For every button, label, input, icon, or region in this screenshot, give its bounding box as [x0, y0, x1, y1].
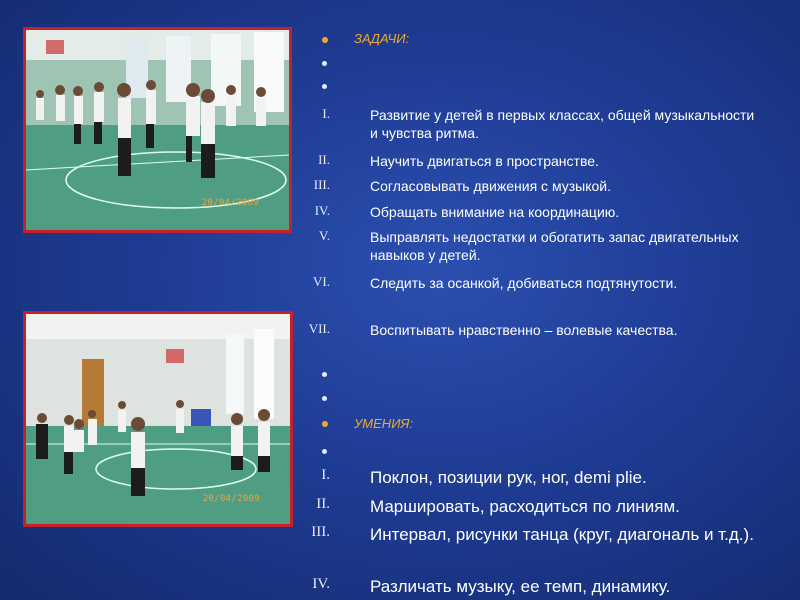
bullet-icon — [322, 61, 327, 66]
skill-text: Интервал, рисунки танца (круг, диагональ и т.д.). — [370, 525, 754, 544]
task-number: V. — [319, 228, 330, 243]
tasks-heading: ЗАДАЧИ: — [354, 31, 410, 46]
bullet-icon — [322, 84, 327, 89]
task-number: III. — [313, 177, 330, 192]
task-text: Согласовывать движения с музыкой. — [370, 178, 611, 194]
bullet-icon — [322, 396, 327, 401]
task-number: II. — [318, 152, 330, 167]
photo-date-stamp: 20/04/2009 — [201, 198, 259, 208]
task-text: Научить двигаться в пространстве. — [370, 153, 599, 169]
task-text: Воспитывать нравственно – волевые качества. — [370, 322, 678, 338]
bullet-icon — [322, 421, 328, 427]
task-text: Выправлять недостатки и обогатить запас двигательных навыков у детей. — [370, 229, 739, 264]
skill-text: Маршировать, расходиться по линиям. — [370, 497, 680, 516]
bullet-icon — [322, 449, 327, 454]
photo-gym-class-1 — [23, 27, 292, 233]
task-number: IV. — [314, 203, 330, 218]
skill-number: II. — [316, 496, 330, 512]
skill-number: III. — [311, 524, 330, 540]
photo-date-stamp: 20/04/2009 — [202, 494, 260, 504]
task-number: VI. — [313, 274, 330, 289]
skill-text: Различать музыку, ее темп, динамику. — [370, 577, 671, 596]
task-text: Развитие у детей в первых классах, общей музыкальности и чувства ритма. — [370, 107, 755, 142]
bullet-icon — [322, 372, 327, 377]
skill-number: I. — [321, 467, 330, 483]
task-text: Следить за осанкой, добиваться подтянутости. — [370, 275, 678, 291]
task-text: Обращать внимание на координацию. — [370, 204, 620, 220]
skill-text: Поклон, позиции рук, ног, demi plie. — [370, 468, 647, 487]
bullet-icon — [322, 37, 328, 43]
photo-gym-class-2 — [23, 311, 293, 527]
task-number: VII. — [308, 321, 330, 336]
skills-heading: УМЕНИЯ: — [354, 416, 413, 431]
task-number: I. — [322, 106, 330, 121]
skill-number: IV. — [312, 576, 330, 592]
